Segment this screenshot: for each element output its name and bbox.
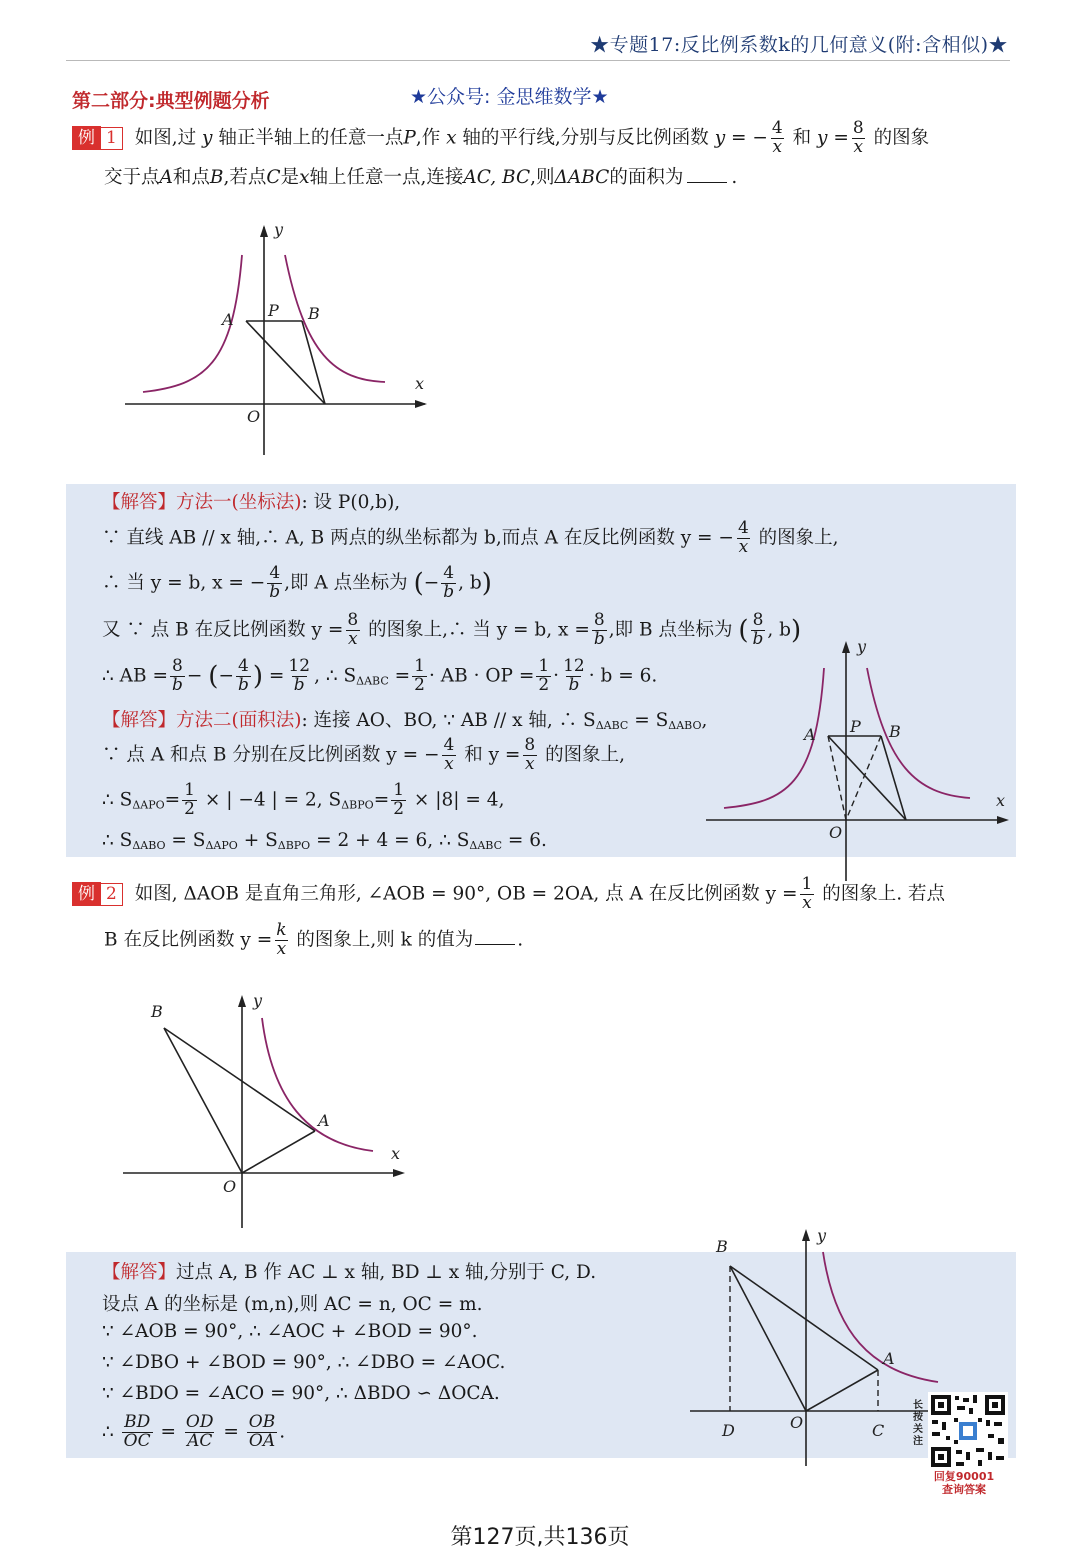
fraction: $\frac{8}{x}$ [852,118,864,157]
official-account-label: ★公众号: 金思维数学★ [410,86,609,108]
ex1-solution-line4: 又 ∵ 点 B 在反比例函数 y = $\frac{8}{x}$ 的图象上,∴ 当 y = b, x = $\frac{8}{b}$ ,即 B 点坐标为 ( $\frac{8}{b}$ , b) [102,610,802,649]
example2-question-line1: 例 2 如图, ΔAOB 是直角三角形, ∠AOB = 90°, OB = 2OA, 点 A 在反比例函数 y = $\frac{1}{x}$ 的图象上. 若点 [72,876,945,913]
qr-side-text: 长按关注 [913,1400,923,1447]
page-number: 第127页,共136页 [450,1525,630,1550]
segment-BO-dashed [846,736,881,820]
y-axis-arrow [260,225,268,237]
ex2-solution-line1: 【解答】过点 A, B 作 AC ⊥ x 轴, BD ⊥ x 轴,分别于 C, D. [102,1262,597,1283]
label-C: C [872,1421,885,1440]
label-O: O [829,823,843,842]
y-axis-arrow [842,641,850,653]
label-y: y [253,991,263,1010]
segment-BO [730,1266,806,1411]
x-axis-arrow [415,400,427,408]
label-D: D [722,1421,735,1440]
label-P: P [850,717,861,736]
label-x: x [996,791,1006,810]
label-x: x [415,374,425,393]
ex1-solution-line6: 【解答】方法二(面积法): 连接 AO、BO, ∵ AB // x 轴, ∴ $S_{\Delta ABC} = S_{\Delta ABO}$, [102,710,708,732]
section-title: 第二部分:典型例题分析 [72,90,270,112]
header-divider [66,60,1010,61]
answer-blank [687,182,727,183]
example1-badge: 例 1 [72,126,123,150]
example1-figure [115,215,445,465]
example2-question-line2: B 在反比例函数 y = $\frac{k}{x}$ 的图象上,则 k 的值为 . [104,920,524,959]
qr-caption-line2: 查询答案 [942,1483,986,1496]
ex2-solution-line5: ∵ ∠BDO = ∠ACO = 90°, ∴ ΔBDO ∽ ΔOCA. [102,1383,500,1404]
segment-AO-dashed [828,736,846,820]
segment-AO [806,1370,878,1411]
label-A: A [222,310,234,329]
right-hyperbola [867,668,970,798]
label-O: O [790,1413,804,1432]
label-A: A [804,725,816,744]
label-B: B [308,304,320,323]
segment-BO [164,1028,242,1173]
ex1-solution-line7: ∵ 点 A 和点 B 分别在反比例函数 y = − $\frac{4}{x}$ 和 y = $\frac{8}{x}$ 的图象上, [102,735,626,774]
ex1-solution-line1: 【解答】方法一(坐标法): 设 P(0,b), [102,492,401,513]
example1-question-line1: 例 1 如图,过 y 轴正半轴上的任意一点P,作 x 轴的平行线,分别与反比例函数 y = − $\frac{4}{x}$ 和 y = $\frac{8}{x}$ 的图象 [72,120,929,157]
ex1-solution-line3: ∴ 当 y = b, x = − $\frac{4}{b}$ ,即 A 点坐标为 (− $\frac{4}{b}$ , b) [102,563,492,602]
label-A: A [883,1349,895,1368]
y-axis-arrow [802,1229,810,1241]
x-axis-arrow [393,1169,405,1177]
ex2-solution-line6: ∴ $\frac{BD}{OC}$ = $\frac{OD}{AC}$ = $\frac{OB}{OA}$ . [102,1412,286,1451]
fraction: $\frac{4}{x}$ [771,118,783,157]
ex2-solution-line4: ∵ ∠DBO + ∠BOD = 90°, ∴ ∠DBO = ∠AOC. [102,1352,506,1373]
qr-caption-line1: 回复90001 [933,1470,995,1483]
segment-BA [164,1028,315,1131]
right-hyperbola [285,255,385,382]
label-B: B [716,1237,728,1256]
segment-AO [242,1131,315,1173]
label-A: A [318,1111,330,1130]
label-y: y [857,637,867,656]
ex2-solution-line2: 设点 A 的坐标是 (m,n),则 AC = n, OC = m. [102,1294,483,1315]
label-O: O [247,407,261,426]
ex1-solution-line9: ∴ $S_{\Delta ABO} = S_{\Delta APO} + S_{\Delta BPO} = 2 + 4 = 6$, ∴ $S_{\Delta ABC} = 6$. [102,830,547,852]
example2-badge: 例 2 [72,882,123,906]
qr-code-image[interactable] [928,1392,1008,1470]
label-y: y [817,1226,827,1245]
qr-caption [922,1470,1006,1496]
example1-solution-figure [700,636,1016,886]
example2-figure [115,988,415,1233]
answer-blank [475,944,515,945]
ex1-solution-line8: ∴ $S_{\Delta APO}=$ $\frac{1}{2}$ × | −4 | = 2, $S_{\Delta BPO}=$ $\frac{1}{2}$ × |8| = 4, [102,780,505,819]
segment-BA [730,1266,878,1370]
hyperbola [823,1252,938,1382]
ex2-solution-line3: ∵ ∠AOB = 90°, ∴ ∠AOC + ∠BOD = 90°. [102,1321,478,1342]
hyperbola [262,1018,373,1151]
y-axis-arrow [238,995,246,1007]
label-P: P [268,301,279,320]
page-header-title: ★专题17:反比例系数k的几何意义(附:含相似)★ [590,34,1008,56]
x-axis-arrow [997,816,1009,824]
label-O: O [223,1177,237,1196]
ex1-solution-line2: ∵ 直线 AB // x 轴,∴ A, B 两点的纵坐标都为 b,而点 A 在反比例函数 y = − $\frac{4}{x}$ 的图象上, [102,518,839,557]
label-B: B [889,722,901,741]
label-x: x [391,1144,401,1163]
label-B: B [151,1002,163,1021]
ex1-solution-line5: ∴ AB = $\frac{8}{b}$ − (− $\frac{4}{b}$ ) = $\frac{12}{b}$ , ∴ $S_{\Delta ABC}$ = $\frac{1}{2}$ · AB · OP = $\frac{1}{2}$ · $\frac{12}{b}$ · b = 6. [102,656,658,695]
example1-question-line2: 交于点A和点B,若点C是x轴上任意一点,连接AC, BC,则ΔABC的面积为 . [104,167,738,188]
label-y: y [274,220,284,239]
